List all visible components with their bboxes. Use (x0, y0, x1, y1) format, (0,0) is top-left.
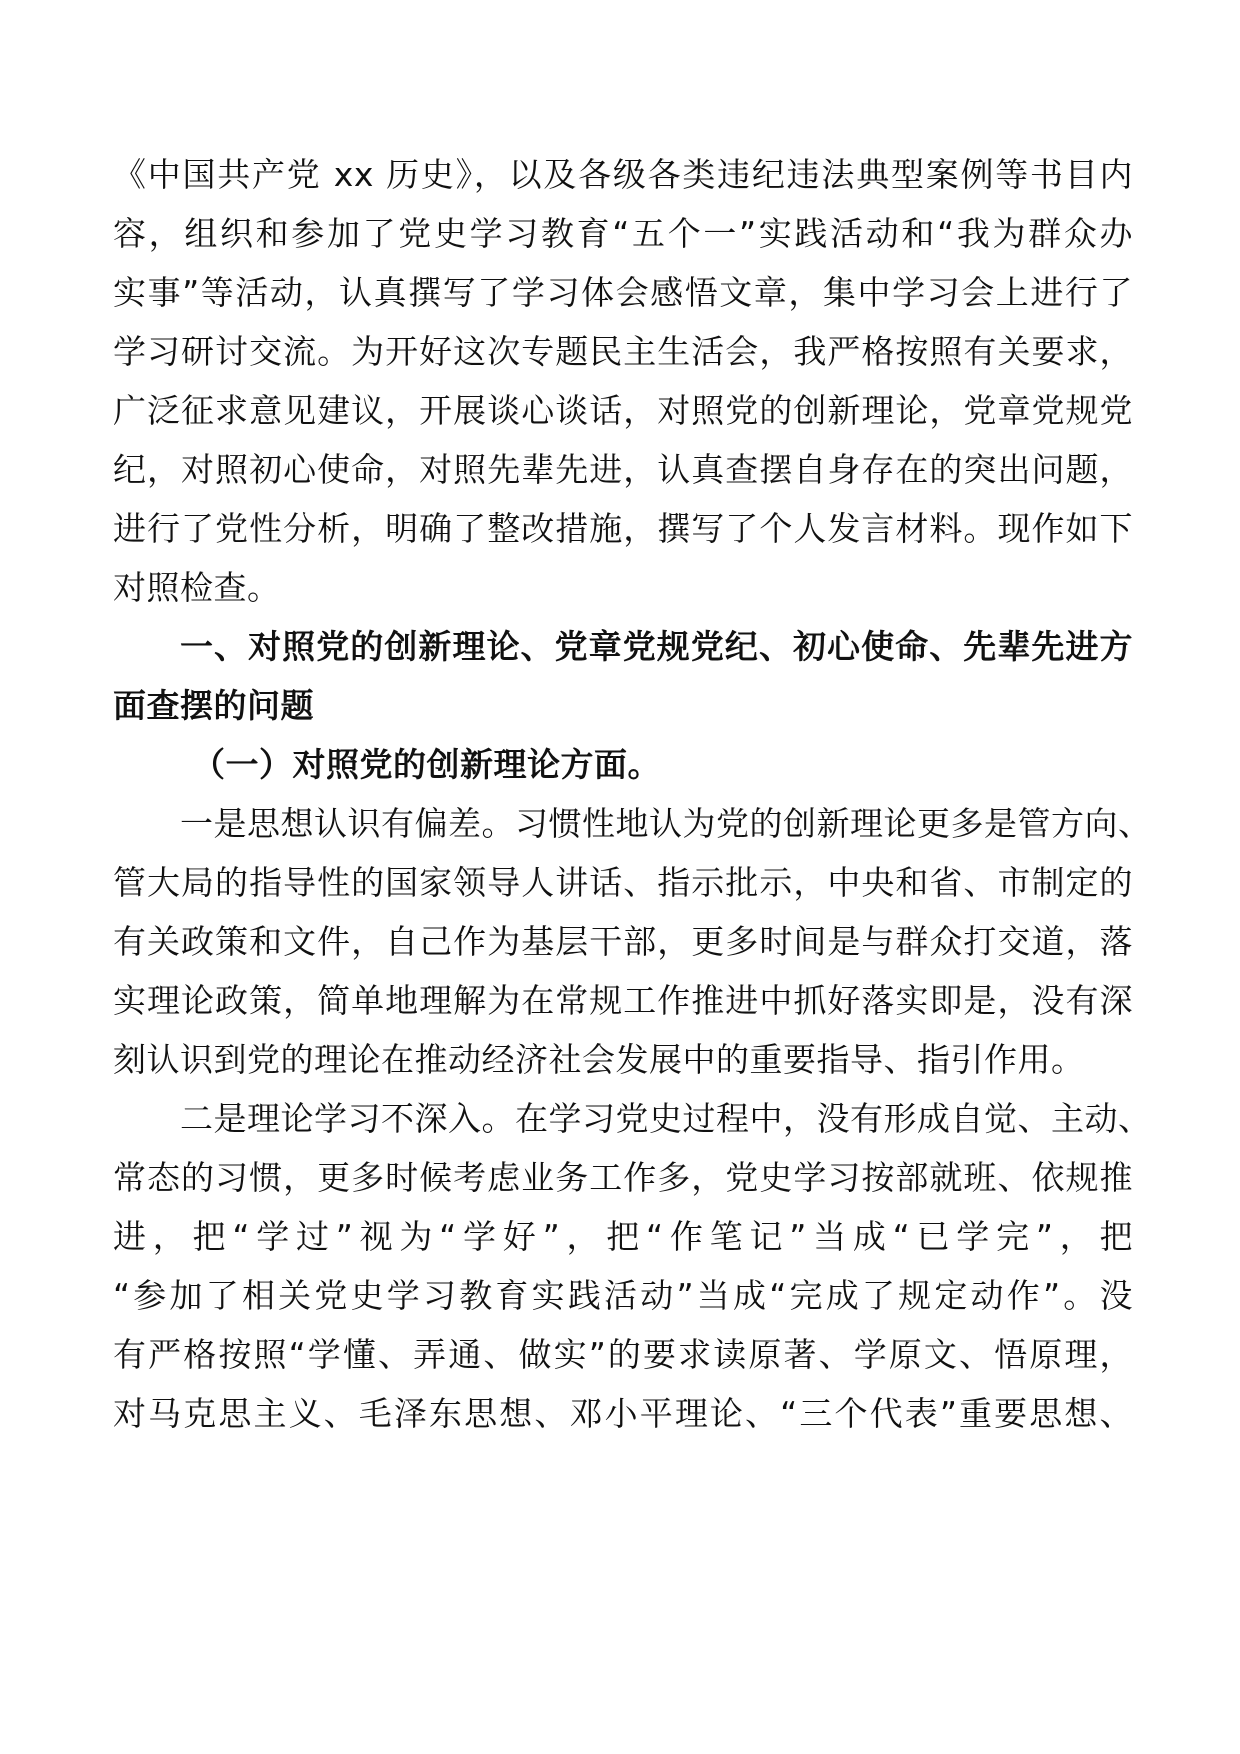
text-line: 容，组织和参加了党史学习教育“五个一”实践活动和“我为群众办 (113, 214, 1133, 253)
text-line: “参加了相关党史学习教育实践活动”当成“完成了规定动作”。没 (113, 1276, 1133, 1315)
text-line: 进，把“学过”视为“学好”，把“作笔记”当成“已学完”，把 (113, 1217, 1133, 1256)
text-line: 一是思想认识有偏差。习惯性地认为党的创新理论更多是管方向、 (180, 804, 1152, 843)
text-line: 有关政策和文件，自己作为基层干部，更多时间是与群众打交道，落 (113, 922, 1133, 961)
text-line: 刻认识到党的理论在推动经济社会发展中的重要指导、指引作用。 (113, 1040, 1085, 1079)
text-line: 《中国共产党 xx 历史》，以及各级各类违纪违法典型案例等书目内 (113, 155, 1133, 194)
text-line: 广泛征求意见建议，开展谈心谈话，对照党的创新理论，党章党规党 (113, 391, 1133, 430)
subsection-heading: （一）对照党的创新理论方面。 (192, 745, 661, 784)
section-heading: 面查摆的问题 (113, 686, 314, 725)
text-line: 实理论政策，简单地理解为在常规工作推进中抓好落实即是，没有深 (113, 981, 1133, 1020)
text-line: 纪，对照初心使命，对照先辈先进，认真查摆自身存在的突出问题， (113, 450, 1133, 489)
text-line: 二是理论学习不深入。在学习党史过程中，没有形成自觉、主动、 (180, 1099, 1152, 1138)
text-line: 管大局的指导性的国家领导人讲话、指示批示，中央和省、市制定的 (113, 863, 1133, 902)
text-line: 对照检查。 (113, 568, 281, 607)
text-line: 学习研讨交流。为开好这次专题民主生活会，我严格按照有关要求， (113, 332, 1133, 371)
section-heading: 一、对照党的创新理论、党章党规党纪、初心使命、先辈先进方 (180, 627, 1133, 666)
text-line: 对马克思主义、毛泽东思想、邓小平理论、“三个代表”重要思想、 (113, 1394, 1133, 1433)
text-line: 实事”等活动，认真撰写了学习体会感悟文章，集中学习会上进行了 (113, 273, 1133, 312)
text-line: 有严格按照“学懂、弄通、做实”的要求读原著、学原文、悟原理， (113, 1335, 1133, 1374)
text-line: 进行了党性分析，明确了整改措施，撰写了个人发言材料。现作如下 (113, 509, 1133, 548)
text-line: 常态的习惯，更多时候考虑业务工作多，党史学习按部就班、依规推 (113, 1158, 1133, 1197)
